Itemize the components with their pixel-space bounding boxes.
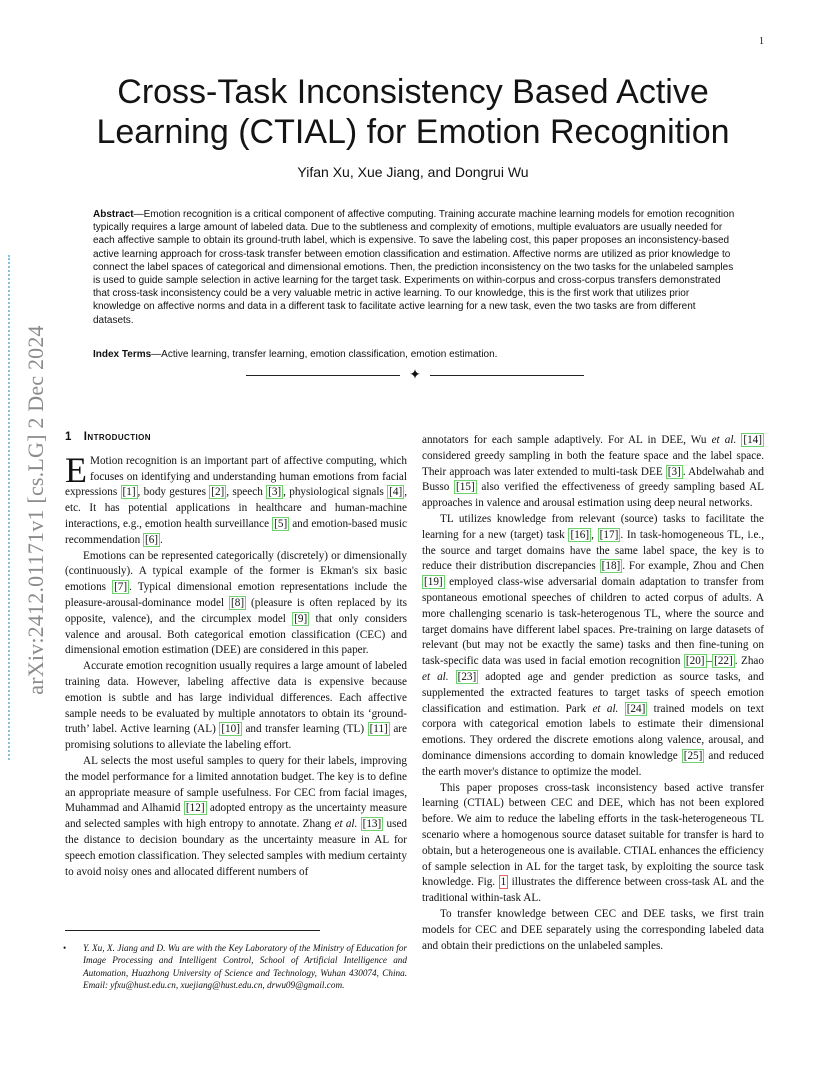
paragraph-4 [65,754,407,880]
citation-link[interactable]: [7] [114,581,128,594]
index-terms-label: Index Terms [93,349,152,360]
citation-link[interactable]: [3] [268,486,282,499]
paragraph-3 [65,659,407,754]
abstract [93,208,738,327]
paragraph-1 [65,449,407,549]
citation-link[interactable]: [1] [122,486,136,499]
text-run: , speech [226,486,267,499]
citation-link[interactable]: [17] [599,528,619,541]
text-run: adopted entropy as the uncertainty measure and selected samples with high entropy to annotate. Zhang [65,802,408,831]
citation-link[interactable]: [13] [362,818,382,831]
et-al: et al. [334,818,358,831]
citation-link[interactable]: [22] [714,655,733,668]
arxiv-margin-rule [8,255,10,760]
text-run [618,703,624,715]
paragraph-5 [422,433,764,512]
divider-line-left [246,375,400,376]
citation-link[interactable]: [8] [231,596,245,609]
paragraph-2 [65,549,407,660]
text-run: considered greedy sampling in both the feature space and the label space. Their approach was later extended to multi-task DEE [422,449,764,478]
text-run: AL selects the most useful samples to query for their labels, improving the model performance for a limited annotation budget. The key is to define an appropriate measure of sample usefulness. For CEC from facial images, Muhammad and Alhamid [65,754,407,815]
citation-link[interactable]: [20] [685,655,705,668]
text-run: . In task-homogeneous TL, i.e., the source and target domains have the same label space, the key is to reduce their distribution discrepancies [422,528,765,573]
text-run: , [591,528,598,541]
section-divider [246,367,584,387]
text-run: adopted age and gender prediction as source tasks, and supplemented the extracted features to target tasks of speech emotion classification and estimation. Park [422,670,765,715]
affiliation-footnote [65,942,407,991]
text-run: and transfer learning (TL) [241,723,368,736]
text-run: To transfer knowledge between CEC and DEE tasks, we first train models for CEC and DEE separately using the corresponding labeled data and obtain their predictions on the unlabeled samples. [422,907,764,952]
section-number: 1 [65,431,72,443]
arxiv-identifier [18,260,54,760]
footnote-rule [65,930,320,931]
paragraph-7 [422,781,764,907]
citation-link[interactable]: [19] [424,576,443,589]
text-run [449,671,456,683]
paper-title: Cross-Task Inconsistency Based Active Learning (CTIAL) for Emotion Recognition [96,73,730,151]
citation-link[interactable]: [18] [601,560,621,573]
citation-link[interactable]: [4] [389,486,403,499]
section-title: Introduction [83,431,151,443]
text-run: also verified the effectiveness of greedy sampling based AL approaches in valence and arousal estimation using deep neural networks. [422,481,764,510]
text-run: . Typical dimensional emotion representations include the pleasure-arousal-dominance model [65,581,407,609]
abstract-text: —Emotion recognition is a critical component of affective computing. Training accurate machine learning models for emotion recognition typically requires a large amount of labeled data. Due to the subtleness and complexity of emotions, multiple evaluators are usually needed for each affective sample to obtain its ground-truth label, which is expensive. To save the labeling cost, this paper proposes an inconsistency-based active learning approach for cross-task transfer between emotion classification and estimation. Affective norms are utilized as prior knowledge to connect the label spaces of categorical and dimensional emotions. Then, the prediction inconsistency on the two tasks for the unlabeled samples is used to guide sample selection in active learning for the target task. Experiments on within-corpus and cross-corpus transfers demonstrated that cross-task inconsistency could be a very valuable metric in active learning. To our knowledge, this is the first work that utilizes prior knowledge on affective norms and data in a different task to facilitate active learning for a new task, even the two tasks are from different datasets. [93,209,735,326]
text-run: . [160,533,163,546]
footnote-bullet: • [63,943,67,953]
citation-link[interactable]: [15] [456,481,475,494]
et-al: et al. [711,434,737,446]
citation-link[interactable]: [6] [144,533,159,546]
text-run: This paper proposes cross-task inconsistency based active transfer learning (CTIAL) between CEC and DEE, which has not been explored before. We aim to reduce the labeling efforts in the task-heterogeneous TL scenario where a homogenous source dataset suitable for transfer is hard to obtain, but a heterogeneous one is available. CTIAL enhances the efficiency of sample selection in AL for the target task, by exploiting the source task knowledge. Fig. [422,781,764,889]
citation-link[interactable]: [5] [274,517,288,530]
left-column [65,430,407,880]
citation-link[interactable]: [16] [570,528,590,541]
text-run: , etc. It has potential applications in healthcare and human-machine interactions, e.g., emotion health surveillance [65,486,407,530]
text-run: illustrates the difference between cross-task AL and the traditional within-task AL. [422,876,764,905]
index-terms [93,348,738,361]
citation-link[interactable]: [14] [743,434,762,446]
paragraph-6 [422,512,764,781]
citation-link[interactable]: [11] [369,723,388,736]
divider-line-right [430,375,584,376]
text-run: and reduced the earth mover's distance to optimize the model. [422,749,764,778]
citation-link[interactable]: [3] [667,465,681,478]
divider-star-icon: ✦ [409,367,421,383]
right-column [422,433,764,954]
text-run: TL utilizes knowledge from relevant (source) tasks to facilitate the learning for a new (target) task [422,512,764,541]
drop-cap: E [65,449,87,490]
text-run: Accurate emotion recognition usually requires a large amount of labeled training data. However, labeling affective data is expensive because emotion is subtle and has large individual differences. Each affective sample needs to be evaluated by multiple annotators to obtain its ‘ground-truth’ label. Active learning (AL) [65,660,407,736]
text-run: employed class-wise adversarial domain adaptation to transfer from spontaneous emotional speeches of children to acted corpus of adults. A more challenging scenario is task-heterogenous TL, where the source and target domains have different label spaces. Pre-training on large datasets of relevant (but may not be exactly the same) tasks and then fine-tuning on task-specific data was used in facial emotion recognition [422,576,764,668]
text-run: and emotion-based music recommendation [65,517,407,546]
et-al: et al. [422,670,449,683]
arxiv-identifier-text: arXiv:2412.01171v1 [cs.LG] 2 Dec 2024 [23,325,49,695]
text-run: used the distance to decision boundary as the uncertainty measure in AL for speech emotion classification. They selected samples with medium certainty to avoid noisy ones and allocated different numbers of [65,818,408,878]
text-run: . Abdelwahab and Busso [422,465,764,494]
author-list: Yifan Xu, Xue Jiang, and Dongrui Wu [297,164,529,180]
text-run: – [706,655,713,668]
text-run: . Zhao [734,655,764,668]
text-run: are promising solutions to alleviate the labeling effort. [65,723,407,752]
text-run: that only considers valence and arousal. Both categorical emotion classification (CEC) and dimensional emotion estimation (DEE) are considered in this paper. [65,612,407,657]
section-heading-introduction [65,430,407,446]
abstract-label: Abstract [93,209,134,220]
citation-link[interactable]: [10] [221,723,240,736]
text-run: Motion recognition is an important part of affective computing, which focuses on identifying and understanding human emotions from facial expressions [65,454,407,499]
citation-link[interactable]: [12] [185,802,205,815]
text-run: , physiological signals [283,486,388,499]
text-run: (pleasure is often replaced by its opposite, valence), and the circumplex model [65,596,408,625]
text-run: trained models on text corpora with categorical emotion labels to estimate their dimensional emotions. They ordered the discrete emotions along valence, arousal, and dominance dimensions according to domain knowledge [422,702,765,762]
et-al: et al. [592,702,619,715]
paragraph-8 [422,907,764,954]
citation-link[interactable]: [25] [683,749,703,762]
text-run: , body gestures [137,486,210,499]
page-number: 1 [759,36,764,47]
citation-link[interactable]: [23] [457,670,477,683]
citation-link[interactable]: [24] [626,702,646,715]
figure-link[interactable]: 1 [500,876,507,889]
text-run: . For example, Zhou and Chen [622,560,764,573]
text-run: annotators for each sample adaptively. For AL in DEE, Wu [422,434,712,446]
index-terms-text: —Active learning, transfer learning, emotion classification, emotion estimation. [151,349,498,360]
citation-link[interactable]: [9] [294,612,308,625]
text-run: Emotions can be represented categorically (discretely) or dimensionally (continuously). A typical example of the former is Ekman's six basic emotions [65,549,407,594]
footnote-text: Y. Xu, X. Jiang and D. Wu are with the Key Laboratory of the Ministry of Education for Image Processing and Intelligent Control, School of Artificial Intelligence and Automation, Huazhong University of Science and Technology, Wuhan 430074, China. Email: yfxu@hust.edu.cn, xuejiang@hust.edu.cn, drwu09@gmail.com. [83,943,407,990]
citation-link[interactable]: [2] [211,486,225,499]
